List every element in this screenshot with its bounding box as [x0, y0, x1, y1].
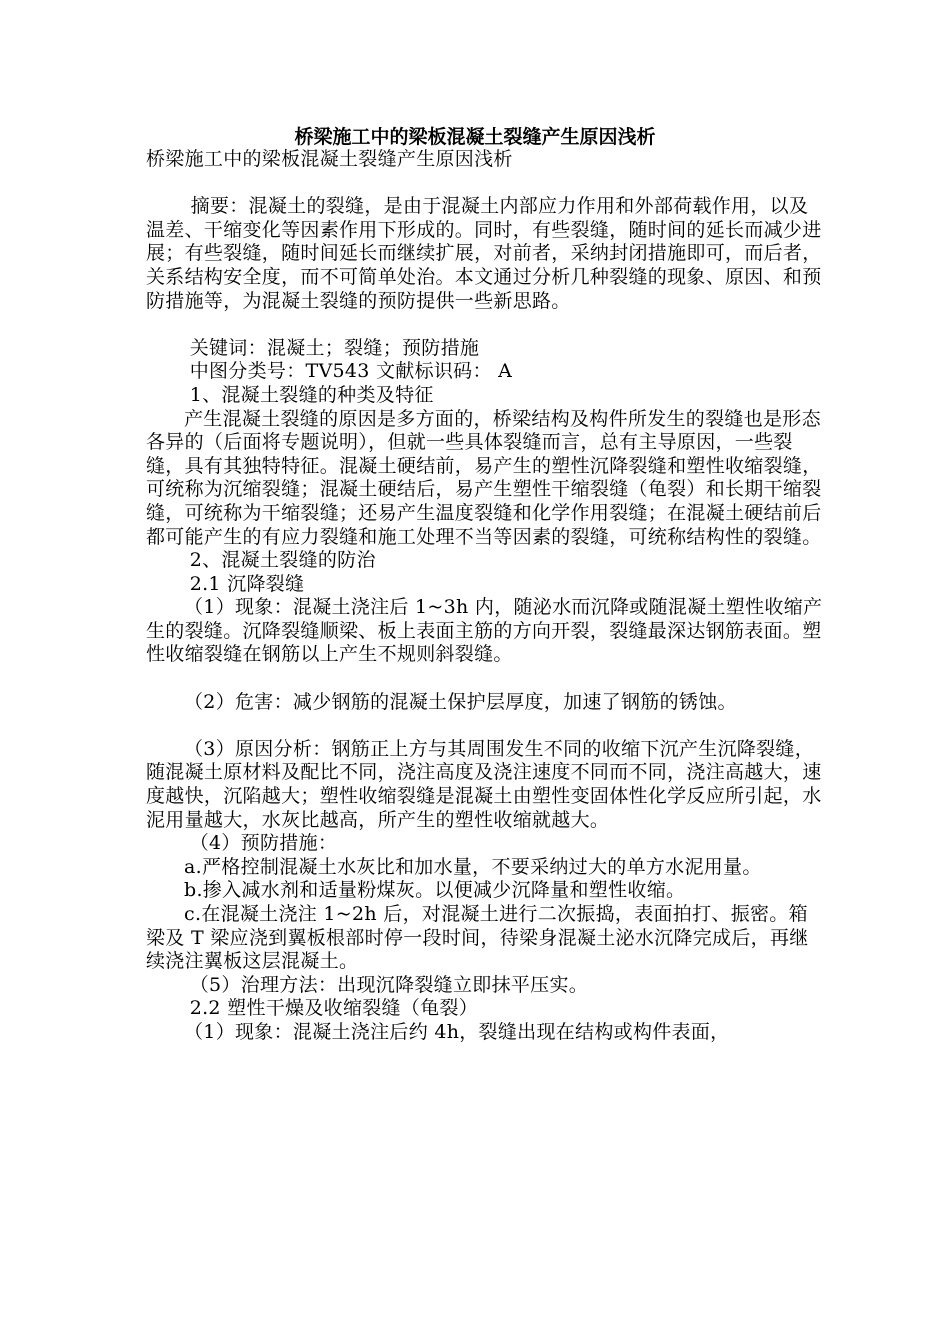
classification-line: 中图分类号：TV543 文献标识码： A [189, 360, 513, 383]
s21-cause-paragraph: （3）原因分析：钢筋正上方与其周围发生不同的收缩下沉产生沉降裂缝，随混凝土原材料及配比不同，浇注高度及浇注速度不同而不同，浇注高越大，速度越快，沉陷越大；塑性收缩裂缝是混凝土由塑性变固体性化学反应所引起，水泥用量越大，水灰比越高，所产生的塑性收缩就越大。 [146, 737, 822, 831]
section-1-paragraph: 产生混凝土裂缝的原因是多方面的，桥梁结构及构件所发生的裂缝也是形态各异的（后面将专题说明），但就一些具体裂缝而言，总有主导原因，一些裂缝，具有其独特特征。混凝土硬结前，易产生的塑性沉降裂缝和塑性收缩裂缝，可统称为沉缩裂缝；混凝土硬结后，易产生塑性干缩裂缝（龟裂）和长期干缩裂缝，可统称为干缩裂缝；还易产生温度裂缝和化学作用裂缝；在混凝土硬结前后都可能产生的有应力裂缝和施工处理不当等因素的裂缝，可统称结构性的裂缝。 [146, 407, 822, 548]
section-1-heading: 1、混凝土裂缝的种类及特征 [189, 383, 434, 406]
blank-line [146, 313, 826, 337]
s21-prevention-b: b.掺入减水剂和适量粉煤灰。以便减少沉降量和塑性收缩。 [184, 879, 686, 902]
keywords-line: 关键词：混凝土；裂缝；预防措施 [189, 336, 480, 359]
document-subtitle: 桥梁施工中的梁板混凝土裂缝产生原因浅析 [146, 148, 513, 170]
s22-phenomenon-paragraph: （1）现象：混凝土浇注后约 4h，裂缝出现在结构或构件表面， [184, 1020, 730, 1043]
s21-hazard-paragraph: （2）危害：减少钢筋的混凝土保护层厚度，加速了钢筋的锈蚀。 [184, 690, 737, 713]
document-title: 桥梁施工中的梁板混凝土裂缝产生原因浅析 [294, 126, 656, 148]
s21-phenomenon-paragraph: （1）现象：混凝土浇注后 1~3h 内，随泌水而沉降或随混凝土塑性收缩产生的裂缝。沉降裂缝顺梁、板上表面主筋的方向开裂，裂缝最深达钢筋表面。塑性收缩裂缝在钢筋以上产生不规则斜裂缝。 [146, 596, 823, 666]
s21-prevention-c: c.在混凝土浇注 1~2h 后，对混凝土进行二次振捣，表面拍打、振密。箱梁及 T 梁应浇到翼板根部时停一段时间，待梁身混凝土泌水沉降完成后，再继续浇注翼板这层混凝土。 [146, 903, 809, 973]
section-2-1-heading: 2.1 沉降裂缝 [189, 572, 305, 595]
s21-prevention-a: a.严格控制混凝土水灰比和加水量，不要采纳过大的单方水泥用量。 [184, 855, 762, 878]
abstract-paragraph: 摘要：混凝土的裂缝，是由于混凝土内部应力作用和外部荷载作用，以及温差、干缩变化等因素作用下形成的。同时，有些裂缝，随时间的延长而减少进展；有些裂缝，随时间延长而继续扩展，对前者，采纳封闭措施即可，而后者，关系结构安全度，而不可简单处治。本文通过分析几种裂缝的现象、原因、和预防措施等，为混凝土裂缝的预防提供一些新思路。 [146, 195, 822, 312]
s21-prevention-heading: （4）预防措施： [189, 832, 338, 855]
s21-treatment-line: （5）治理方法：出现沉降裂缝立即抹平压实。 [189, 973, 589, 996]
section-2-heading: 2、混凝土裂缝的防治 [189, 549, 376, 572]
section-2-2-heading: 2.2 塑性干燥及收缩裂缝（龟裂） [189, 997, 479, 1020]
document-body [146, 148, 826, 1045]
blank-line [146, 172, 826, 196]
